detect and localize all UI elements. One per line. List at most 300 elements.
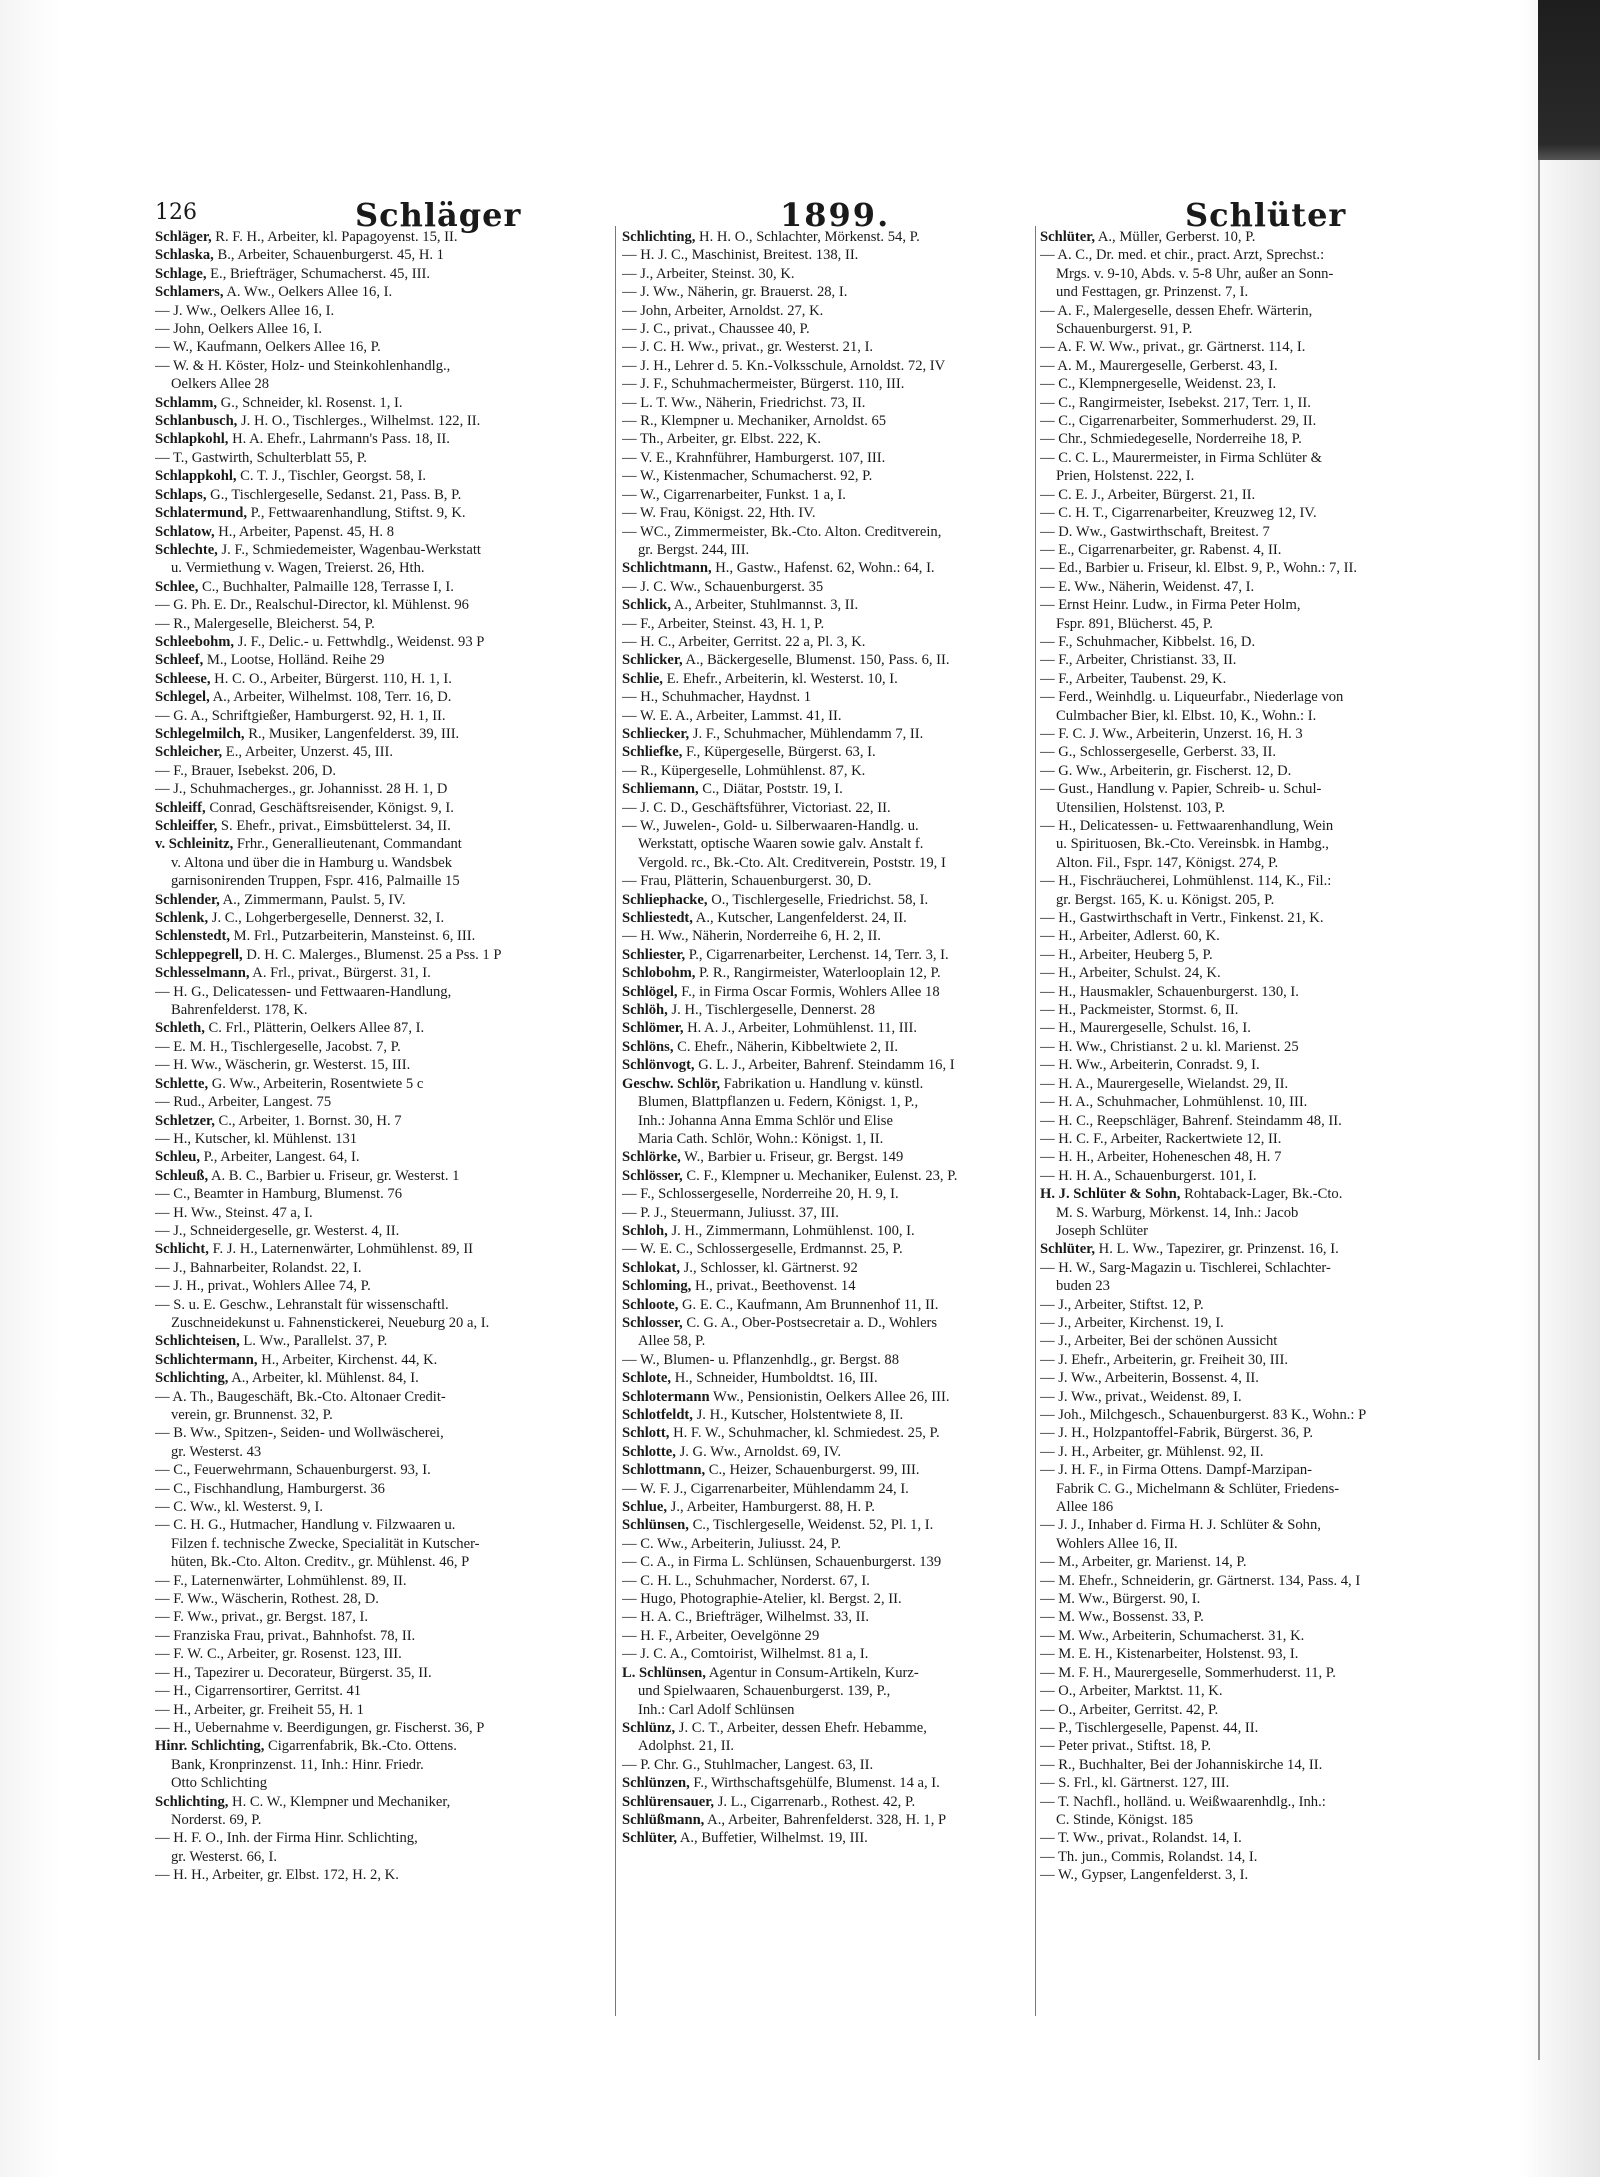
directory-entry: Bank, Kronprinzenst. 11, Inh.: Hinr. Friedr. (171, 1756, 424, 1773)
entry-surname: Schlichting, (155, 1793, 229, 1810)
entry-surname: Schleebohm, (155, 633, 235, 650)
directory-entry: garnisonirenden Truppen, Fspr. 416, Palmaille 15 (171, 873, 460, 890)
directory-entry: — H. Ww., Steinst. 47 a, I. (155, 1204, 313, 1221)
entry-details: H., Gastw., Hafenst. 62, Wohn.: 64, I. (711, 560, 935, 577)
entry-details: H. H. O., Schlachter, Mörkenst. 54, P. (695, 229, 920, 245)
directory-entry: Wohlers Allee 16, II. (1056, 1535, 1178, 1552)
directory-entry: — E., Cigarrenarbeiter, gr. Rabenst. 4, II. (1040, 541, 1282, 558)
entry-surname: Schlappkohl, (155, 468, 237, 485)
entry-details: J. H. O., Tischlerges., Wilhelmst. 122, II. (237, 413, 481, 430)
directory-entry: — Th., Arbeiter, gr. Elbst. 222, K. (622, 431, 821, 448)
directory-entry (622, 891, 1032, 909)
directory-entry: — A. C., Dr. med. et chir., pract. Arzt, Sprechst.: (1040, 247, 1325, 264)
directory-entry: buden 23 (1056, 1278, 1110, 1295)
directory-entry: — H. C., Arbeiter, Gerritst. 22 a, Pl. 3, K. (622, 633, 866, 650)
directory-entry: — H., Packmeister, Stormst. 6, II. (1040, 1002, 1239, 1019)
directory-entry: Utensilien, Holstenst. 103, P. (1056, 799, 1226, 816)
entry-details: F., Wirthschaftsgehülfe, Blumenst. 14 a, I. (689, 1775, 940, 1792)
directory-entry (155, 246, 610, 264)
entry-surname: Schlenk, (155, 910, 209, 927)
entry-surname: Schlapkohl, (155, 431, 229, 448)
directory-entry (155, 412, 610, 430)
directory-entry: — C. E. J., Arbeiter, Bürgerst. 21, II. (1040, 486, 1256, 503)
directory-entry: — H., Delicatessen- u. Fettwaarenhandlung, Wein (1040, 818, 1334, 834)
entry-surname: Schlüter, (622, 1830, 678, 1847)
entry-surname: Schlotermann (622, 1388, 710, 1405)
directory-entry (622, 1277, 1032, 1295)
entry-surname: Schlamers, (155, 284, 224, 301)
entry-surname: Schlichting, (622, 229, 696, 245)
directory-entry: — J., Schuhmacherges., gr. Johannisst. 28 H. 1, D (155, 781, 448, 798)
entry-details: H. A. Ehefr., Lahrmann's Pass. 18, II. (228, 431, 450, 448)
directory-entry: — J., Bahnarbeiter, Rolandst. 22, I. (155, 1259, 362, 1276)
directory-entry: — H., Arbeiter, Schulst. 24, K. (1040, 965, 1221, 982)
entry-surname: Schliemann, (622, 781, 699, 798)
entry-details: G. E. C., Kaufmann, Am Brunnenhof 11, II. (678, 1296, 939, 1313)
directory-entry (622, 1038, 1032, 1056)
directory-entry: — B. Ww., Spitzen-, Seiden- und Wollwäscherei, (155, 1425, 444, 1442)
entry-surname: Schleiff, (155, 799, 206, 816)
directory-entry (155, 265, 610, 283)
entry-details: H., Arbeiter, Papenst. 45, H. 8 (214, 523, 394, 540)
entry-surname: Schlott, (622, 1425, 670, 1442)
entry-details: Frhr., Generallieutenant, Commandant (233, 836, 462, 853)
entry-details: D. H. C. Malerges., Blumenst. 25 a Pss. 1 P (242, 946, 502, 963)
entry-surname: Schlichting, (155, 1370, 229, 1387)
directory-entry: — Gust., Handlung v. Papier, Schreib- u. Schul- (1040, 781, 1322, 798)
directory-entry: — C. A., in Firma L. Schlünsen, Schauenburgerst. 139 (622, 1554, 942, 1571)
entry-surname: Schlüter, (1040, 1241, 1096, 1258)
entry-details: A., Bäckergeselle, Blumenst. 150, Pass. 6, II. (682, 652, 950, 669)
directory-entry (622, 1829, 1032, 1847)
entry-surname: Schlotte, (622, 1443, 676, 1460)
directory-entry: — J. C. D., Geschäftsführer, Victoriast. 22, II. (622, 799, 891, 816)
entry-surname: Hinr. Schlichting, (155, 1738, 265, 1755)
entry-surname: Schlobohm, (622, 965, 696, 982)
directory-entry (155, 633, 610, 651)
directory-entry (622, 1001, 1032, 1019)
directory-entry: — H. H., Arbeiter, Hoheneschen 48, H. 7 (1040, 1149, 1282, 1166)
directory-entry: — J. C. H. Ww., privat., gr. Westerst. 21, I. (622, 339, 874, 356)
directory-entry: — F., Schuhmacher, Kibbelst. 16, D. (1040, 633, 1256, 650)
entry-surname: Schlie, (622, 670, 663, 687)
entry-surname: v. Schleinitz, (155, 836, 234, 853)
directory-entry (155, 394, 610, 412)
entry-details: M., Lootse, Holländ. Reihe 29 (203, 652, 385, 669)
entry-surname: Schläger, (155, 229, 212, 245)
entry-surname: Schloote, (622, 1296, 679, 1313)
entry-details: A., Arbeiter, kl. Mühlenst. 84, I. (228, 1370, 419, 1387)
directory-entry (155, 909, 610, 927)
entry-details: A. B. C., Barbier u. Friseur, gr. Westerst. 1 (208, 1167, 460, 1184)
directory-entry: — C. H. G., Hutmacher, Handlung v. Filzwaaren u. (155, 1517, 456, 1534)
entry-surname: Schlegel, (155, 689, 210, 706)
directory-entry (622, 1314, 1032, 1332)
entry-details: G. L. J., Arbeiter, Bahrenf. Steindamm 16, I (694, 1057, 955, 1074)
directory-entry: Vergold. rc., Bk.-Cto. Alt. Creditverein, Poststr. 19, I (638, 854, 946, 871)
directory-entry (155, 228, 610, 246)
directory-entry: — C. C. L., Maurermeister, in Firma Schlüter & (1040, 449, 1322, 466)
directory-entry (622, 1259, 1032, 1277)
entry-details: A., Arbeiter, Stuhlmannst. 3, II. (671, 597, 859, 614)
entry-surname: Schlichtermann, (155, 1351, 258, 1368)
directory-entry (622, 1664, 1032, 1682)
directory-entry: — H. Ww., Näherin, Norderreihe 6, H. 2, II. (622, 928, 881, 945)
directory-entry: — C., Rangirmeister, Isebekst. 217, Terr. 1, II. (1040, 394, 1311, 411)
directory-entry: Zuschneidekunst u. Fahnenstickerei, Neueburg 20 a, I. (171, 1314, 490, 1331)
directory-entry: — S. Frl., kl. Gärtnerst. 127, III. (1040, 1775, 1230, 1792)
directory-entry: — J. F., Schuhmachermeister, Bürgerst. 110, III. (622, 376, 905, 393)
directory-entry: — G., Schlossergeselle, Gerberst. 33, II. (1040, 744, 1277, 761)
directory-entry: Joseph Schlüter (1056, 1222, 1149, 1239)
entry-surname: Schleiffer, (155, 818, 218, 834)
entry-details: P., Arbeiter, Langest. 64, I. (200, 1149, 360, 1166)
entry-surname: Schlüter, (1040, 229, 1096, 245)
directory-entry: — H. Ww., Arbeiterin, Conradst. 9, I. (1040, 1057, 1260, 1074)
directory-entry: M. S. Warburg, Mörkenst. 14, Inh.: Jacob (1056, 1204, 1299, 1221)
directory-entry (622, 596, 1032, 614)
column-divider (1035, 226, 1036, 2016)
entry-details: L. Ww., Parallelst. 37, P. (239, 1333, 388, 1350)
directory-entry: — W. Frau, Königst. 22, Hth. IV. (622, 505, 816, 522)
directory-entry (155, 743, 610, 761)
directory-entry: — P. Chr. G., Stuhlmacher, Langest. 63, II. (622, 1756, 874, 1773)
directory-entry (155, 430, 610, 448)
directory-entry: — Joh., Milchgesch., Schauenburgerst. 83 K., Wohn.: P (1040, 1407, 1367, 1423)
directory-entry: — H., Tapezirer u. Decorateur, Bürgerst. 35, II. (155, 1664, 432, 1681)
directory-entry: — W., Cigarrenarbeiter, Funkst. 1 a, I. (622, 486, 846, 503)
entry-details: A., Buffetier, Wilhelmst. 19, III. (677, 1830, 868, 1847)
directory-entry: Allee 58, P. (638, 1333, 706, 1350)
directory-entry (622, 1774, 1032, 1792)
entry-surname: Schlichteisen, (155, 1333, 240, 1350)
directory-entry: Werkstatt, optische Waaren sowie galv. Anstalt f. (638, 836, 924, 853)
directory-entry: — F. C. J. Ww., Arbeiterin, Unzerst. 16, H. 3 (1040, 725, 1303, 742)
directory-entry: — W. E. A., Arbeiter, Lammst. 41, II. (622, 707, 842, 724)
entry-details: C. Frl., Plätterin, Oelkers Allee 87, I. (204, 1020, 425, 1037)
directory-entry: — M., Arbeiter, gr. Marienst. 14, P. (1040, 1554, 1247, 1571)
directory-entry: Maria Cath. Schlör, Wohn.: Königst. 1, II. (638, 1130, 884, 1147)
directory-entry: und Spielwaaren, Schauenburgerst. 139, P., (638, 1683, 891, 1700)
entry-details: C., Diätar, Poststr. 19, I. (698, 781, 843, 798)
directory-entry (622, 1056, 1032, 1074)
entry-details: C. G. A., Ober-Postsecretair a. D., Wohlers (682, 1314, 938, 1331)
directory-entry (622, 1019, 1032, 1037)
directory-entry: — Chr., Schmiedegeselle, Norderreihe 18, P. (1040, 431, 1302, 448)
directory-entry: — Ferd., Weinhdlg. u. Liqueurfabr., Niederlage von (1040, 689, 1344, 706)
entry-surname: Schlamm, (155, 394, 218, 411)
directory-entry (155, 1351, 610, 1369)
directory-entry: — J., Arbeiter, Stiftst. 12, P. (1040, 1296, 1204, 1313)
year-heading: 1899. (780, 196, 891, 234)
directory-entry: Adolphst. 21, II. (638, 1738, 735, 1755)
entry-surname: Schloming, (622, 1278, 692, 1295)
directory-entry: — C., Beamter in Hamburg, Blumenst. 76 (155, 1186, 402, 1203)
entry-surname: Schlette, (155, 1075, 209, 1092)
entry-details: A., Müller, Gerberst. 10, P. (1095, 229, 1256, 245)
directory-entry: u. Spirituosen, Bk.-Cto. Vereinsbk. in Hambg., (1056, 836, 1329, 853)
directory-entry: — R., Buchhalter, Bei der Johanniskirche 14, II. (1040, 1756, 1323, 1773)
directory-entry: — M. F. H., Maurergeselle, Sommerhuderst. 11, P. (1040, 1664, 1336, 1681)
directory-entry: — H., Schuhmacher, Haydnst. 1 (622, 689, 812, 706)
directory-entry: — John, Oelkers Allee 16, I. (155, 321, 322, 338)
directory-entry: Schauenburgerst. 91, P. (1056, 321, 1193, 338)
directory-entry (622, 1516, 1032, 1534)
entry-details: C., Heizer, Schauenburgerst. 99, III. (705, 1462, 920, 1479)
directory-entry: Bahrenfelderst. 178, K. (171, 1002, 308, 1019)
directory-entry: — Rud., Arbeiter, Langest. 75 (155, 1094, 332, 1111)
entry-details: J. F., Delic.- u. Fettwhdlg., Weidenst. 93 P (234, 633, 485, 650)
directory-entry: — Hugo, Photographie-Atelier, kl. Bergst. 2, II. (622, 1591, 902, 1608)
directory-entry (155, 1167, 610, 1185)
directory-entry: Mrgs. v. 9-10, Abds. v. 5-8 Uhr, außer an Sonn- (1056, 265, 1334, 282)
entry-details: A., Kutscher, Langenfelderst. 24, II. (692, 910, 907, 927)
directory-entry: — J. Ww., Näherin, gr. Brauerst. 28, I. (622, 284, 848, 301)
entry-details: J. C. T., Arbeiter, dessen Ehefr. Hebamme, (675, 1719, 927, 1736)
directory-entry: — Ernst Heinr. Ludw., in Firma Peter Holm, (1040, 597, 1301, 614)
directory-entry: Blumen, Blattpflanzen u. Federn, Königst. 1, P., (638, 1094, 919, 1111)
entry-surname: Schliester, (622, 946, 686, 963)
entry-details: E. Ehefr., Arbeiterin, kl. Westerst. 10, I. (662, 670, 898, 687)
directory-entry (155, 541, 610, 559)
directory-entry: — J. H. F., in Firma Ottens. Dampf-Marzipan- (1040, 1462, 1313, 1479)
entry-surname: Schleppegrell, (155, 946, 243, 963)
directory-column-2 (622, 228, 1032, 2008)
entry-details: J. L., Cigarrenarb., Rothest. 42, P. (714, 1793, 916, 1810)
directory-entry (622, 1222, 1032, 1240)
directory-entry: — F., Laternenwärter, Lohmühlenst. 89, II. (155, 1572, 407, 1589)
directory-entry (622, 1811, 1032, 1829)
directory-entry: Alton. Fil., Fspr. 147, Königst. 274, P. (1056, 854, 1279, 871)
entry-surname: Schlesselmann, (155, 965, 250, 982)
entry-details: E., Briefträger, Schumacherst. 45, III. (206, 265, 430, 282)
directory-entry: Fabrik C. G., Michelmann & Schlüter, Friedens- (1056, 1480, 1340, 1497)
directory-entry (155, 688, 610, 706)
entry-details: R. F. H., Arbeiter, kl. Papagoyenst. 15, II. (211, 229, 458, 245)
directory-entry: — C., Feuerwehrmann, Schauenburgerst. 93, I. (155, 1462, 431, 1479)
entry-surname: Schlote, (622, 1370, 672, 1387)
directory-entry (622, 1167, 1032, 1185)
entry-surname: Schlörke, (622, 1149, 681, 1166)
directory-entry: — Franziska Frau, privat., Bahnhofst. 78, II. (155, 1627, 416, 1644)
entry-details: C. Ehefr., Näherin, Kibbeltwiete 2, II. (673, 1038, 899, 1055)
directory-entry: — H. J. C., Maschinist, Breitest. 138, II. (622, 247, 859, 264)
directory-entry: — Peter privat., Stiftst. 18, P. (1040, 1738, 1212, 1755)
directory-entry: — H., Arbeiter, Heuberg 5, P. (1040, 946, 1213, 963)
entry-surname: Schlicker, (622, 652, 683, 669)
directory-entry: — M. Ww., Bossenst. 33, P. (1040, 1609, 1204, 1626)
directory-entry: Fspr. 891, Blücherst. 45, P. (1056, 615, 1213, 632)
directory-entry (155, 504, 610, 522)
directory-entry: — W., Kaufmann, Oelkers Allee 16, P. (155, 339, 381, 356)
directory-entry: — S. u. E. Geschw., Lehranstalt für wissenschaftl. (155, 1296, 449, 1313)
entry-surname: Schlicht, (155, 1241, 209, 1258)
directory-entry: Oelkers Allee 28 (171, 376, 270, 393)
entry-surname: Schliecker, (622, 725, 690, 742)
directory-entry: — M. Ww., Bürgerst. 90, I. (1040, 1591, 1201, 1608)
directory-entry (155, 1332, 610, 1350)
directory-entry: — L. T. Ww., Näherin, Friedrichst. 73, II. (622, 394, 866, 411)
directory-entry: gr. Bergst. 244, III. (638, 541, 750, 558)
directory-entry (155, 835, 610, 853)
directory-entry: — J., Arbeiter, Kirchenst. 19, I. (1040, 1314, 1224, 1331)
entry-surname: Geschw. Schlör, (622, 1075, 720, 1092)
directory-entry: Otto Schlichting (171, 1775, 268, 1792)
directory-entry: — W., Juwelen-, Gold- u. Silberwaaren-Handlg. u. (622, 818, 919, 834)
directory-entry (622, 670, 1032, 688)
directory-entry: — G. Ph. E. Dr., Realschul-Director, kl. Mühlenst. 96 (155, 597, 469, 614)
entry-details: J., Schlosser, kl. Gärtnerst. 92 (679, 1259, 858, 1276)
directory-entry: — J. Ehefr., Arbeiterin, gr. Freiheit 30, III. (1040, 1351, 1289, 1368)
entry-surname: Schlünsen, (622, 1517, 689, 1534)
directory-entry: — J. C. Ww., Schauenburgerst. 35 (622, 578, 824, 595)
entry-details: B., Arbeiter, Schauenburgerst. 45, H. 1 (213, 247, 444, 264)
entry-details: G., Tischlergeselle, Sedanst. 21, Pass. B, P. (206, 486, 462, 503)
entry-surname: Schlage, (155, 265, 207, 282)
directory-entry: — H. G., Delicatessen- und Fettwaaren-Handlung, (155, 983, 452, 1000)
directory-entry: — J. C. A., Comtoirist, Wilhelmst. 81 a, I. (622, 1646, 869, 1663)
directory-entry: — C. H. L., Schuhmacher, Norderst. 67, I. (622, 1572, 870, 1589)
directory-entry: — R., Klempner u. Mechaniker, Arnoldst. 65 (622, 413, 887, 430)
column-divider (615, 226, 616, 2016)
directory-entry: — H. Ww., Wäscherin, gr. Westerst. 15, III. (155, 1057, 411, 1074)
entry-details: C., Buchhalter, Palmaille 128, Terrasse I, I. (198, 578, 454, 595)
directory-entry: — H. Ww., Christianst. 2 u. kl. Marienst. 25 (1040, 1038, 1299, 1055)
directory-entry: — H. A. C., Briefträger, Wilhelmst. 33, II. (622, 1609, 870, 1626)
directory-entry: — H. H. A., Schauenburgerst. 101, I. (1040, 1167, 1257, 1184)
directory-entry: — R., Küpergeselle, Lohmühlenst. 87, K. (622, 762, 866, 779)
entry-details: A. Ww., Oelkers Allee 16, I. (223, 284, 393, 301)
directory-entry (155, 1112, 610, 1130)
directory-entry: — E. Ww., Näherin, Weidenst. 47, I. (1040, 578, 1255, 595)
entry-surname: Schlotfeldt, (622, 1407, 693, 1423)
entry-details: A., Arbeiter, Wilhelmst. 108, Terr. 16, D. (209, 689, 452, 706)
directory-entry: hüten, Bk.-Cto. Alton. Creditv., gr. Mühlenst. 46, P (171, 1554, 470, 1571)
entry-surname: Schlürensauer, (622, 1793, 715, 1810)
entry-details: O., Tischlergeselle, Friedrichst. 58, I. (707, 891, 929, 908)
directory-entry: — John, Arbeiter, Arnoldst. 27, K. (622, 302, 824, 319)
entry-surname: H. J. Schlüter & Sohn, (1040, 1186, 1181, 1203)
directory-entry: — T. Nachfl., holländ. u. Weißwaarenhdlg., Inh.: (1040, 1793, 1326, 1810)
directory-entry: — C. H. T., Cigarrenarbeiter, Kreuzweg 12, IV. (1040, 505, 1317, 522)
directory-entry: — J. Ww., Oelkers Allee 16, I. (155, 302, 335, 319)
entry-surname: Schleef, (155, 652, 204, 669)
directory-entry: — J. J., Inhaber d. Firma H. J. Schlüter & Sohn, (1040, 1517, 1321, 1534)
entry-surname: Schlanbusch, (155, 413, 238, 430)
entry-details: C. F., Klempner u. Mechaniker, Eulenst. 23, P. (682, 1167, 958, 1184)
directory-entry: — J. H., Lehrer d. 5. Kn.-Volksschule, Arnoldst. 72, IV (622, 357, 946, 374)
entry-details: J. F., Schuhmacher, Mühlendamm 7, II. (689, 725, 924, 742)
directory-entry: — J. Ww., privat., Weidenst. 89, I. (1040, 1388, 1242, 1405)
directory-entry (155, 891, 610, 909)
directory-entry: Culmbacher Bier, kl. Elbst. 10, K., Wohn.: I. (1056, 707, 1317, 724)
entry-details: J. G. Ww., Arnoldst. 69, IV. (675, 1443, 842, 1460)
entry-surname: Schlick, (622, 597, 672, 614)
entry-details: J. H., Kutscher, Holstentwiete 8, II. (692, 1407, 904, 1423)
entry-details: H. C. O., Arbeiter, Bürgerst. 110, H. 1, I. (210, 670, 452, 687)
entry-details: R., Musiker, Langenfelderst. 39, III. (244, 725, 460, 742)
entry-details: H., Schneider, Humboldtst. 16, III. (671, 1370, 878, 1387)
directory-entry (622, 228, 1032, 246)
directory-entry (155, 1019, 610, 1037)
directory-entry: — F. Ww., Wäscherin, Rothest. 28, D. (155, 1591, 379, 1608)
entry-surname: Schletzer, (155, 1112, 215, 1129)
directory-entry: — W. & H. Köster, Holz- und Steinkohlenhandlg., (155, 357, 451, 374)
directory-entry: — M. Ww., Arbeiterin, Schumacherst. 31, K. (1040, 1627, 1305, 1644)
directory-entry: — H., Kutscher, kl. Mühlenst. 131 (155, 1130, 358, 1147)
entry-surname: Schlichtmann, (622, 560, 712, 577)
directory-entry: — H. C., Reepschläger, Bahrenf. Steindamm 48, II. (1040, 1112, 1342, 1129)
directory-entry: u. Vermiethung v. Wagen, Treierst. 26, Hth. (171, 560, 425, 577)
entry-surname: Schlösser, (622, 1167, 683, 1184)
directory-entry: — O., Arbeiter, Marktst. 11, K. (1040, 1683, 1223, 1700)
entry-details: Agentur in Consum-Artikeln, Kurz- (705, 1664, 919, 1681)
entry-details: H., privat., Beethovenst. 14 (691, 1278, 856, 1295)
entry-surname: Schleuß, (155, 1167, 209, 1184)
directory-entry (622, 1719, 1032, 1737)
directory-entry: — H., Arbeiter, Adlerst. 60, K. (1040, 928, 1220, 945)
entry-details: E., Arbeiter, Unzerst. 45, III. (222, 744, 393, 761)
directory-entry: — C., Cigarrenarbeiter, Sommerhuderst. 29, II. (1040, 413, 1317, 430)
entry-surname: Schlegelmilch, (155, 725, 245, 742)
directory-entry: — D. Ww., Gastwirthschaft, Breitest. 7 (1040, 523, 1270, 540)
directory-entry: — A. F. W. Ww., privat., gr. Gärtnerst. 114, I. (1040, 339, 1306, 356)
directory-entry (622, 1296, 1032, 1314)
entry-details: M. Frl., Putzarbeiterin, Mansteinst. 6, III. (230, 928, 476, 945)
directory-entry: — A. F., Malergeselle, dessen Ehefr. Wärterin, (1040, 302, 1313, 319)
entry-surname: Schleu, (155, 1149, 201, 1166)
directory-entry (622, 780, 1032, 798)
directory-entry: — F., Arbeiter, Taubenst. 29, K. (1040, 670, 1227, 687)
page-number: 126 (155, 200, 197, 225)
entry-surname: Schleese, (155, 670, 211, 687)
directory-entry: Filzen f. technische Zwecke, Specialität in Kutscher- (171, 1535, 480, 1552)
entry-details: P. R., Rangirmeister, Waterlooplain 12, P. (695, 965, 941, 982)
directory-entry: — WC., Zimmermeister, Bk.-Cto. Alton. Creditverein, (622, 523, 942, 540)
directory-entry: — H., Hausmakler, Schauenburgerst. 130, I. (1040, 983, 1299, 1000)
scan-dark-corner (1538, 0, 1600, 160)
directory-entry: — H., Arbeiter, gr. Freiheit 55, H. 1 (155, 1701, 364, 1718)
entry-details: F. J. H., Laternenwärter, Lohmühlenst. 89, II (208, 1241, 474, 1258)
directory-entry: Inh.: Johanna Anna Emma Schlör und Elise (638, 1112, 893, 1129)
entry-surname: Schleicher, (155, 744, 223, 761)
directory-entry: — G. A., Schriftgießer, Hamburgerst. 92, H. 1, II. (155, 707, 446, 724)
directory-entry (155, 927, 610, 945)
directory-entry: — T., Gastwirth, Schulterblatt 55, P. (155, 449, 367, 466)
directory-entry (155, 1793, 610, 1811)
directory-entry: — H., Fischräucherei, Lohmühlenst. 114, K., Fil.: (1040, 873, 1332, 890)
directory-entry: Allee 186 (1056, 1499, 1114, 1516)
directory-entry: — M. E. H., Kistenarbeiter, Holstenst. 93, I. (1040, 1646, 1299, 1663)
directory-entry (155, 1148, 610, 1166)
directory-entry: — E. M. H., Tischlergeselle, Jacobst. 7, P. (155, 1038, 401, 1055)
directory-entry (622, 1369, 1032, 1387)
directory-entry (155, 467, 610, 485)
directory-entry: — C. Ww., Arbeiterin, Juliusst. 24, P. (622, 1535, 841, 1552)
entry-surname: Schliefke, (622, 744, 683, 761)
directory-entry (622, 1498, 1032, 1516)
directory-entry: — J. H., Holzpantoffel-Fabrik, Bürgerst. 36, P. (1040, 1425, 1314, 1442)
entry-details: H. L. Ww., Tapezirer, gr. Prinzenst. 16, I. (1095, 1241, 1339, 1258)
directory-entry (155, 523, 610, 541)
directory-entry: — P., Tischlergeselle, Papenst. 44, II. (1040, 1719, 1259, 1736)
directory-entry (1040, 1240, 1510, 1258)
directory-entry: — H. F., Arbeiter, Oevelgönne 29 (622, 1627, 820, 1644)
left-catchword: Schläger (355, 196, 522, 234)
entry-details: F., in Firma Oscar Formis, Wohlers Allee 18 (677, 983, 940, 1000)
entry-details: Ww., Pensionistin, Oelkers Allee 26, III. (709, 1388, 950, 1405)
entry-details: J., Arbeiter, Hamburgerst. 88, H. P. (667, 1499, 875, 1516)
